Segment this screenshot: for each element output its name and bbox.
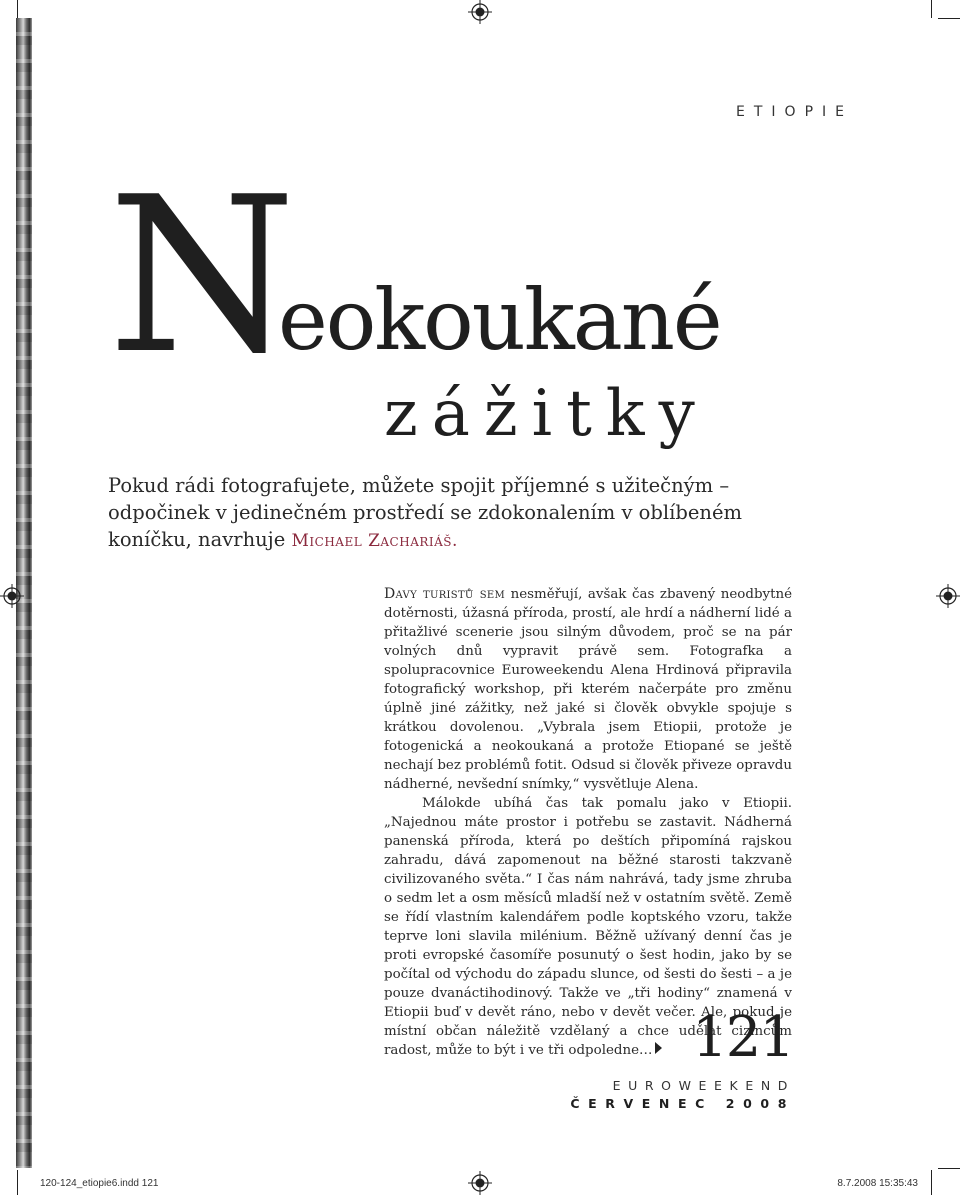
article-paragraph: [384, 585, 792, 794]
title-initial: N: [108, 150, 289, 401]
triangle-right-icon: [655, 1042, 662, 1054]
paragraph-text: Málokde ubíhá čas tak pomalu jako v Etiopii. „Najednou máte prostor i potřebu se zastavit. Nádherná panenská příroda, která po deštích připomíná rajskou zahradu, dává zapomenout na běžné starosti takzvaně civilizovaného světa.“ I čas nám nahrává, tady jsme zhruba o sedm let a osm měsíců mladší než v ostatním světě. Země se řídí vlastním kalendářem podle koptského vzoru, takže teprve loni slavila milénium. Běžně užívaný denní čas je proti evropské časomíře posunutý o šest hodin, jako by se počítal od východu do západu slunce, od šesti do šesti – a je pouze dvanáctihodinový. Takže ve „tři hodiny“ znamená v Etiopii buď v devět ráno, nebo v devět večer. Ale, pokud je místní občan náležitě vzdělaný a chce udělat cizincům radost, může to být i ve tři odpoledne…: [384, 796, 792, 1058]
paragraph-text: nesměřují, avšak čas zbavený neodbytné dotěrnosti, úžasná příroda, prostí, ale hrdí a nádherní lidé a přitažlivé scenerie jsou silným důvodem, proč se na pár volných dnů vypravit právě sem. Fotografka a spolupracovnice Euroweekendu Alena Hrdinová připravila fotografický workshop, při kterém načerpáte pro změnu úplně jiné zážitky, než jaké si člověk obvykle spojuje s krátkou dovolenou. „Vybrala jsem Etiopii, protože je fotogenická a neokoukaná a protože Etiopané se ještě nechají bez problémů fotit. Odsud si člověk přiveze opravdu nádherné, nevšední snímky,“ vysvětluje Alena.: [384, 587, 793, 792]
crop-mark-right-top: [938, 18, 960, 19]
article-body: [384, 585, 792, 1060]
section-label: ETIOPIE: [736, 104, 853, 120]
paragraph-lead-in: Davy turistů sem: [384, 586, 506, 602]
registration-mark-icon: [936, 584, 960, 608]
title-main: eokoukané: [278, 271, 721, 369]
author-name: Michael Zachariáš.: [291, 531, 458, 551]
title-line2: zážitky: [384, 377, 709, 451]
lead-paragraph: [108, 472, 808, 555]
crop-mark-right-bottom: [938, 1168, 960, 1169]
crop-mark-bottom-left: [17, 1170, 18, 1195]
crop-mark-top-right: [931, 0, 932, 18]
slug-file: 120-124_etiopie6.indd 121: [40, 1178, 159, 1189]
registration-mark-icon: [0, 584, 24, 608]
registration-mark-icon: [468, 1171, 492, 1195]
page-number: 121: [692, 1005, 793, 1070]
crop-mark-top-left: [17, 0, 18, 18]
slug-date: 8.7.2008 15:35:43: [837, 1178, 918, 1189]
crop-mark-bottom-right: [931, 1170, 932, 1195]
lead-text: Pokud rádi fotografujete, můžete spojit příjemné s užitečným – odpočinek v jedinečném prostředí se zdokonalením v oblíbeném koníčku, navrhuje: [108, 474, 742, 551]
magazine-name: EUROWEEKEND: [612, 1078, 795, 1093]
registration-mark-icon: [468, 0, 492, 24]
issue-date: ČERVENEC 2008: [570, 1096, 795, 1111]
